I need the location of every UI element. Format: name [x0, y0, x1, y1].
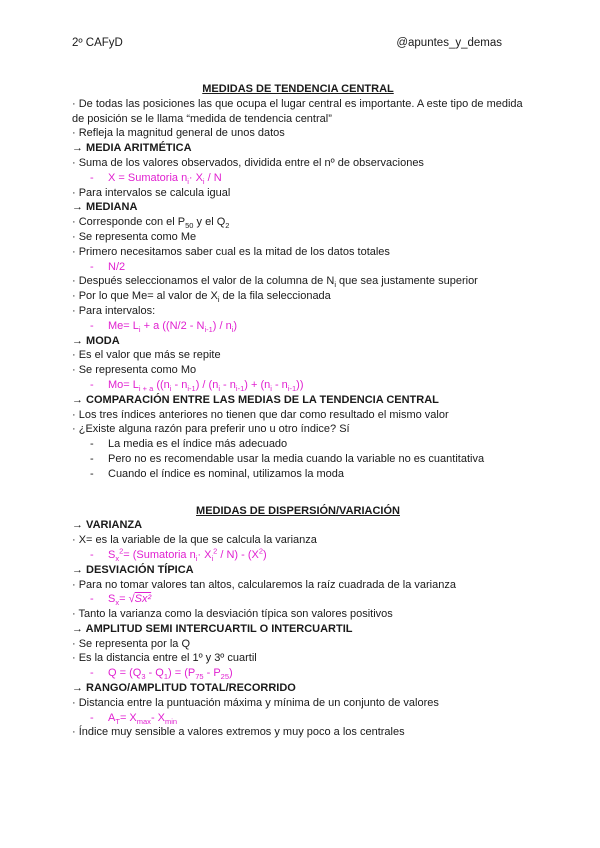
- header-author: @apuntes_y_demas: [396, 37, 502, 49]
- section-title-central: MEDIDAS DE TENDENCIA CENTRAL: [202, 83, 394, 95]
- formula-amplitud: - $Q = (Q_3 - Q_1) = (P_{75} - P_{25})$: [90, 667, 233, 682]
- text-line: · Después seleccionamos el valor de la columna de $N_i$ que sea justamente superior: [72, 275, 478, 290]
- text-line: · Suma de los valores observados, dividida entre el nº de observaciones: [72, 156, 424, 169]
- text-line: · Se representa por la Q: [72, 637, 191, 650]
- header-course: 2º CAFyD: [72, 37, 123, 49]
- text-line: · X= es la variable de la que se calcula la varianza: [72, 534, 317, 547]
- text-line: · Los tres índices anteriores no tienen que dar como resultado el mismo valor: [72, 408, 449, 421]
- bullet-item: - Pero no es recomendable usar la media cuando la variable no es cuantitativa: [90, 452, 485, 465]
- text-line: · Se representa como Mo: [72, 364, 197, 377]
- text-line: · Refleja la magnitud general de unos datos: [72, 127, 285, 140]
- text-line: · Primero necesitamos saber cual es la mitad de los datos totales: [72, 245, 390, 258]
- formula-media: - X = Sumatoria $n_i\cdot X_i / N$: [90, 171, 222, 186]
- text-line: · Se representa como Me: [72, 230, 197, 243]
- heading-mediana: → MEDIANA: [72, 201, 138, 214]
- heading-comparacion: → COMPARACIÓN ENTRE LAS MEDIAS DE LA TENDENCIA CENTRAL: [72, 393, 439, 406]
- section-title-dispersion: MEDIDAS DE DISPERSIÓN/VARIACIÓN: [196, 504, 400, 517]
- formula-mediana-intervals: - $Me= L_i + a$ $((N/2 - N_{i-1}) / n_i)$: [90, 319, 238, 334]
- document-body: [72, 82, 524, 740]
- text-line: · ¿Existe alguna razón para preferir uno u otro índice? Sí: [72, 423, 350, 436]
- text-line: · Distancia entre la puntuación máxima y mínima de un conjunto de valores: [72, 696, 439, 709]
- text-line: · Índice muy sensible a valores extremos y muy poco a los centrales: [72, 726, 405, 739]
- heading-amplitud: → AMPLITUD SEMI INTERCUARTIL O INTERCUARTIL: [72, 622, 353, 635]
- text-line: · Para intervalos:: [72, 304, 156, 317]
- text-line: · Tanto la varianza como la desviación típica son valores positivos: [72, 608, 393, 621]
- bullet-item: - La media es el índice más adecuado: [90, 438, 288, 451]
- intro-paragraph: · De todas las posiciones las que ocupa el lugar central es importante. A este tipo de medida de posición se le llama “medida de tendencia central”: [72, 97, 523, 125]
- text-line: · Para no tomar valores tan altos, calcularemos la raíz cuadrada de la varianza: [72, 578, 456, 591]
- text-line: · Es el valor que más se repite: [72, 349, 221, 362]
- heading-desviacion: → DESVIACIÓN TÍPICA: [72, 563, 194, 576]
- formula-moda: - $Mo= L_{i + a}$ $((n_i - n_{i-1}) / (n_i - n_{i-1}) + (n_i - n_{i-1}))$: [90, 378, 304, 394]
- bullet-item: - Cuando el índice es nominal, utilizamos la moda: [90, 467, 345, 480]
- heading-rango: → RANGO/AMPLITUD TOTAL/RECORRIDO: [72, 682, 296, 695]
- text-line: · Corresponde con el $P_{50}$ y el $Q_2$: [72, 216, 230, 231]
- heading-varianza: → VARIANZA: [72, 519, 143, 532]
- text-line: · Es la distancia entre el 1º y 3º cuartil: [72, 652, 257, 665]
- formula-rango: - $A_T= X_{max}-$ $X_{min}$: [90, 711, 178, 726]
- text-line: · Por lo que Me= al valor de $X_i$ de la fila seleccionada: [72, 290, 331, 305]
- heading-media: → MEDIA ARITMÉTICA: [72, 142, 192, 155]
- heading-moda: → MODA: [72, 334, 120, 347]
- formula-varianza: - $S_x^2=$ (Sumatoria $n_i\cdot X_i^2 / N) - (X^2)$: [90, 546, 267, 564]
- formula-desviacion: - $S_x= √Sx^2$: [90, 593, 152, 608]
- formula-mediana-half: - N/2: [90, 260, 126, 273]
- text-line: · Para intervalos se calcula igual: [72, 186, 231, 199]
